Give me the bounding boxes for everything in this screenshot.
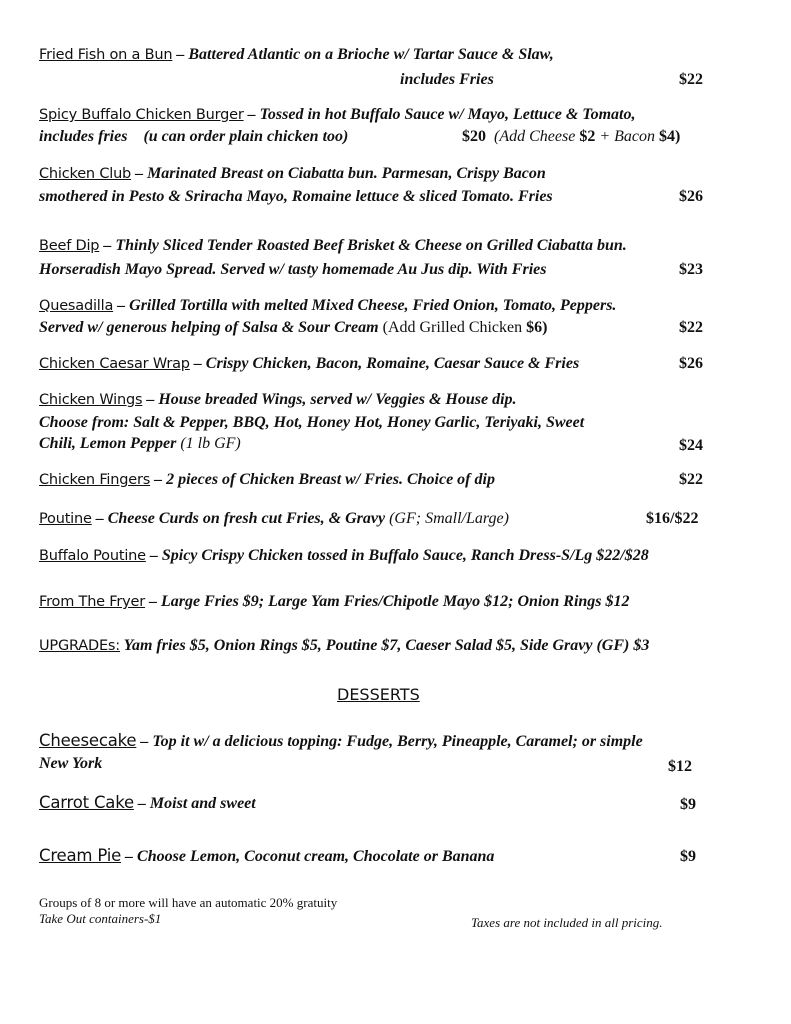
gratuity-note: Groups of 8 or more will have an automatic 20% gratuity xyxy=(39,895,338,910)
item-price: $20 xyxy=(462,128,486,145)
menu-item-from-the-fryer xyxy=(39,592,630,612)
item-price: $26 xyxy=(679,188,703,205)
item-price: $9 xyxy=(680,796,696,813)
item-description-line2: Served w/ generous helping of Salsa & Sour Cream (Add Grilled Chicken $6) xyxy=(39,319,548,336)
item-name: Chicken Wings xyxy=(39,392,143,408)
menu-upgrades xyxy=(39,636,649,656)
item-name: Chicken Club xyxy=(39,166,132,182)
item-description: – House breaded Wings, served w/ Veggies & House dip. xyxy=(142,391,517,408)
taxes-note: Taxes are not included in all pricing. xyxy=(471,915,663,930)
item-price: $23 xyxy=(679,261,703,278)
item-description-line3: Chili, Lemon Pepper (1 lb GF) xyxy=(39,435,241,452)
item-description: – Spicy Crispy Chicken tossed in Buffalo Sauce, Ranch Dress-S/Lg $22/$28 xyxy=(145,547,649,564)
menu-item-chicken-caesar-wrap xyxy=(39,354,579,374)
item-description-line2: Horseradish Mayo Spread. Served w/ tasty homemade Au Jus dip. With Fries xyxy=(39,261,547,278)
item-name: Poutine xyxy=(39,511,92,527)
menu-item-spicy-buffalo-burger xyxy=(39,105,635,125)
dessert-cheesecake xyxy=(39,731,643,752)
item-name: Fried Fish on a Bun xyxy=(39,47,173,63)
menu-item-buffalo-poutine xyxy=(39,546,649,566)
item-price: $16/$22 xyxy=(646,510,699,527)
item-description: – Top it w/ a delicious topping: Fudge, Berry, Pineapple, Caramel; or simple xyxy=(136,733,643,750)
item-name: Spicy Buffalo Chicken Burger xyxy=(39,107,244,123)
item-description: – Moist and sweet xyxy=(133,795,256,812)
dessert-carrot-cake xyxy=(39,793,256,814)
desserts-heading: DESSERTS xyxy=(337,685,420,704)
menu-item-quesadilla xyxy=(39,296,616,316)
menu-item-chicken-wings xyxy=(39,390,517,410)
item-description-line2: smothered in Pesto & Sriracha Mayo, Romaine lettuce & sliced Tomato. Fries xyxy=(39,188,553,205)
item-description-line2: includes Fries xyxy=(400,71,494,88)
item-price: $22 xyxy=(679,71,703,88)
item-price: $9 xyxy=(680,848,696,865)
item-name: Chicken Fingers xyxy=(39,472,151,488)
item-price: $24 xyxy=(679,437,703,454)
item-description: – Cheese Curds on fresh cut Fries, & Gravy xyxy=(91,510,386,527)
item-description: – 2 pieces of Chicken Breast w/ Fries. Choice of dip xyxy=(150,471,495,488)
item-description: Yam fries $5, Onion Rings $5, Poutine $7, Caeser Salad $5, Side Gravy (GF) $3 xyxy=(119,637,650,654)
menu-item-chicken-club xyxy=(39,164,546,184)
item-name: Cheesecake xyxy=(39,731,137,750)
item-description-line2: Choose from: Salt & Pepper, BBQ, Hot, Honey Hot, Honey Garlic, Teriyaki, Sweet xyxy=(39,414,585,431)
item-description-line2: includes fries (u can order plain chicken too) xyxy=(39,128,349,145)
item-name: Chicken Caesar Wrap xyxy=(39,356,190,372)
item-description-line2: New York xyxy=(39,755,103,772)
item-name: Buffalo Poutine xyxy=(39,548,146,564)
item-name: Carrot Cake xyxy=(39,793,134,812)
item-price: $12 xyxy=(668,758,692,775)
item-name: Cream Pie xyxy=(39,846,122,865)
item-description: – Crispy Chicken, Bacon, Romaine, Caesar Sauce & Fries xyxy=(189,355,580,372)
item-description: – Marinated Breast on Ciabatta bun. Parmesan, Crispy Bacon xyxy=(131,165,546,182)
menu-item-beef-dip xyxy=(39,236,627,256)
dessert-cream-pie xyxy=(39,846,494,867)
menu-item-chicken-fingers xyxy=(39,470,495,490)
menu-item-fried-fish xyxy=(39,45,554,65)
item-description: – Tossed in hot Buffalo Sauce w/ Mayo, Lettuce & Tomato, xyxy=(243,106,636,123)
takeout-note: Take Out containers-$1 xyxy=(39,911,162,926)
menu-item-poutine: Poutine – Cheese Curds on fresh cut Fries, & Gravy (GF; Small/Large) xyxy=(39,510,509,527)
item-name: From The Fryer xyxy=(39,594,146,610)
item-description: – Large Fries $9; Large Yam Fries/Chipotle Mayo $12; Onion Rings $12 xyxy=(145,593,630,610)
item-price-with-extras: $20 (Add Cheese $2 + Bacon $4) xyxy=(462,128,681,145)
item-description: – Choose Lemon, Coconut cream, Chocolate or Banana xyxy=(121,848,495,865)
item-price: $26 xyxy=(679,355,703,372)
item-description: – Battered Atlantic on a Brioche w/ Tartar Sauce & Slaw, xyxy=(172,46,554,63)
item-name: UPGRADEs: xyxy=(39,638,120,654)
item-price: $22 xyxy=(679,319,703,336)
item-description: – Grilled Tortilla with melted Mixed Cheese, Fried Onion, Tomato, Peppers. xyxy=(113,297,617,314)
item-price: $22 xyxy=(679,471,703,488)
item-name: Beef Dip xyxy=(39,238,100,254)
item-name: Quesadilla xyxy=(39,298,114,314)
item-description: – Thinly Sliced Tender Roasted Beef Brisket & Cheese on Grilled Ciabatta bun. xyxy=(99,237,627,254)
